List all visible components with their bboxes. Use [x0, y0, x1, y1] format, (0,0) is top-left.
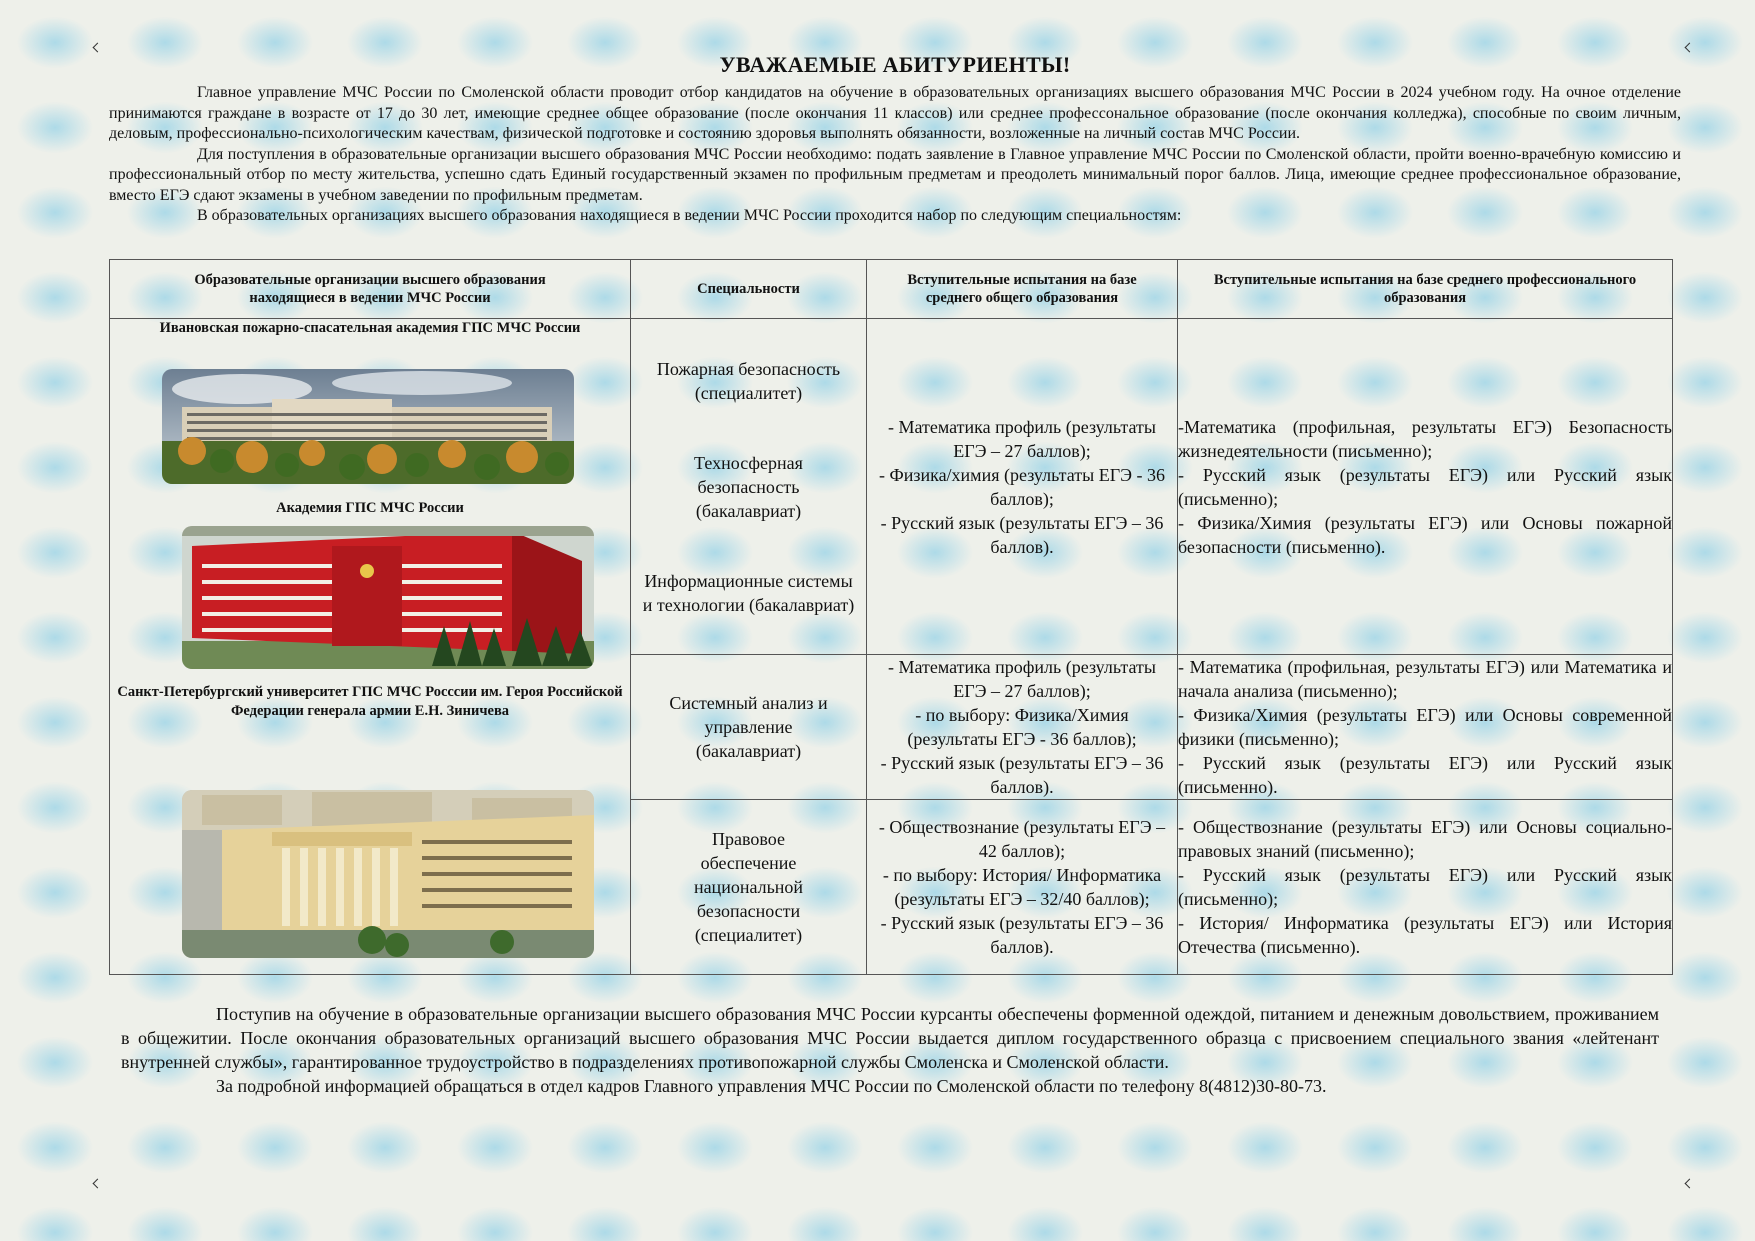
- spo-item: -Математика (профильная, результаты ЕГЭ) Безопасность жизнедеятельности (письменно);: [1178, 416, 1672, 461]
- spb-university-photo: [182, 790, 594, 958]
- ege-item: - по выбору: Физика/Химия (результаты ЕГЭ - 36 баллов);: [907, 705, 1137, 749]
- header-spo: Вступительные испытания на базе среднего профессионального образования: [1178, 260, 1673, 319]
- ege-item: - Русский язык (результаты ЕГЭ – 36 баллов).: [880, 913, 1164, 957]
- ege-item: - Русский язык (результаты ЕГЭ – 36 баллов).: [880, 753, 1164, 797]
- spec-system-analysis: Системный анализ и управление (бакалавриат): [669, 693, 828, 761]
- ivanovo-academy-photo: [162, 369, 574, 484]
- intro-paragraph-2: Для поступления в образовательные организации высшего образования МЧС России необходимо: подать заявление в Главное управление МЧС России по Смоленской области, пройти военно-врачебную комиссию и профессиональный отбор по месту жительства, успешно сдать Единый государственный экзамен по профильным предметам и преодолеть минимальный порог баллов. Лица, имеющие среднее профессиональное образование, вместо ЕГЭ сдают экзамены в учебном заведении по профильным предметам.: [109, 145, 1681, 204]
- table-row: [110, 319, 1673, 655]
- org-name-academy: Академия ГПС МЧС России: [276, 500, 464, 516]
- outro-text: [121, 1002, 1659, 1098]
- spec-info-systems: Информационные системы и технологии (бакалавриат): [642, 570, 855, 615]
- crop-mark-top-right: [1685, 43, 1695, 53]
- spo-cell-1: [1178, 319, 1673, 655]
- ege-item: - Физика/химия (результаты ЕГЭ - 36 баллов);: [879, 464, 1165, 509]
- table-header-row: [110, 260, 1673, 319]
- specialties-table: [109, 259, 1673, 975]
- spo-item: - Физика/Химия (результаты ЕГЭ) или Основы современной физики (письменно);: [1178, 705, 1672, 749]
- spo-item: - Русский язык (результаты ЕГЭ) или Русский язык (письменно);: [1178, 464, 1672, 509]
- ege-item: - Русский язык (результаты ЕГЭ – 36 баллов).: [880, 512, 1164, 557]
- spo-item: - Физика/Химия (результаты ЕГЭ) или Основы пожарной безопасности (письменно).: [1178, 512, 1672, 557]
- intro-paragraph-3: В образовательных организациях высшего образования находящиеся в ведении МЧС России проходится набор по следующим специальностям:: [197, 207, 1182, 224]
- ege-item: - Обществознание (результаты ЕГЭ – 42 баллов);: [878, 817, 1166, 861]
- academy-gps-photo: [182, 526, 594, 669]
- crop-mark-bottom-left: [93, 1179, 103, 1189]
- intro-paragraph-1: Главное управление МЧС России по Смоленской области проводит отбор кандидатов на обучение в образовательных организациях высшего образования МЧС России в 2024 учебном году. На очное отделение принимаются граждане в возрасте от 17 до 30 лет, имеющие среднее общее образование (после окончания 11 классов) или среднее профессональное образование (после окончания колледжа), способные по своим личным, деловым, профессионально-психологическим качествам, физической подготовке и состоянию здоровья выполнять обязанности, возложенные на личный состав МЧС России.: [109, 84, 1681, 142]
- spec-technosphere: Техносферная безопасность (бакалавриат): [694, 452, 803, 521]
- spo-cell-2: [1178, 655, 1673, 800]
- ege-item: - по выбору: История/ Информатика (результаты ЕГЭ – 32/40 баллов);: [882, 865, 1162, 909]
- header-ege: Вступительные испытания на базе среднего общего образования: [867, 260, 1178, 319]
- ege-cell-2: [867, 655, 1178, 800]
- ege-cell-1: [867, 319, 1178, 655]
- spo-item: - Математика (профильная, результаты ЕГЭ) или Математика и начала анализа (письменно);: [1178, 657, 1672, 701]
- org-cell: [110, 319, 631, 975]
- spec-fire-safety: Пожарная безопасность (специалитет): [656, 358, 841, 403]
- spec-legal: Правовое обеспечение национальной безопасности (специалитет): [693, 829, 804, 945]
- spec-cell-1: [631, 319, 867, 655]
- ege-cell-3: [867, 800, 1178, 975]
- outro-contact: За подробной информацией обращаться в отдел кадров Главного управления МЧС России по Смоленской области по телефону 8(4812)30-80-73.: [216, 1076, 1327, 1096]
- crop-mark-bottom-right: [1685, 1179, 1695, 1189]
- page-title: УВАЖАЕМЫЕ АБИТУРИЕНТЫ!: [719, 52, 1071, 77]
- ege-item: - Математика профиль (результаты ЕГЭ – 27 баллов);: [888, 657, 1156, 701]
- org-name-spb: Санкт-Петербургский университет ГПС МЧС Росссии им. Героя Российской Федерации генерала армии Е.Н. Зиничева: [117, 684, 623, 719]
- spo-item: - История/ Информатика (результаты ЕГЭ) или История Отечества (письменно).: [1178, 913, 1672, 957]
- spo-cell-3: [1178, 800, 1673, 975]
- header-spec: Специальности: [631, 260, 867, 319]
- intro-text: [109, 83, 1681, 227]
- spo-item: - Обществознание (результаты ЕГЭ) или Основы социально-правовых знаний (письменно);: [1178, 817, 1672, 861]
- spo-item: - Русский язык (результаты ЕГЭ) или Русский язык (письменно);: [1178, 865, 1672, 909]
- spo-item: - Русский язык (результаты ЕГЭ) или Русский язык (письменно).: [1178, 753, 1672, 797]
- ege-item: - Математика профиль (результаты ЕГЭ – 27 баллов);: [888, 416, 1156, 461]
- spec-cell-3: [631, 800, 867, 975]
- spec-cell-2: [631, 655, 867, 800]
- org-name-ivanovo: Ивановская пожарно-спасательная академия ГПС МЧС России: [159, 320, 581, 336]
- outro-paragraph-1: Поступив на обучение в образовательные организации высшего образования МЧС России курсанты обеспечены форменной одеждой, питанием и денежным довольствием, проживанием в общежитии. После окончания образовательных организаций высшего образования МЧС России выдается диплом государственного образца с присвоением специального звания «лейтенант внутренней службы», гарантированное трудоустройство в подразделениях противопожарной службы Смоленска и Смоленской области.: [121, 1004, 1659, 1072]
- header-org: Образовательные организации высшего образования находящиеся в ведении МЧС России: [110, 260, 631, 319]
- crop-mark-top-left: [93, 43, 103, 53]
